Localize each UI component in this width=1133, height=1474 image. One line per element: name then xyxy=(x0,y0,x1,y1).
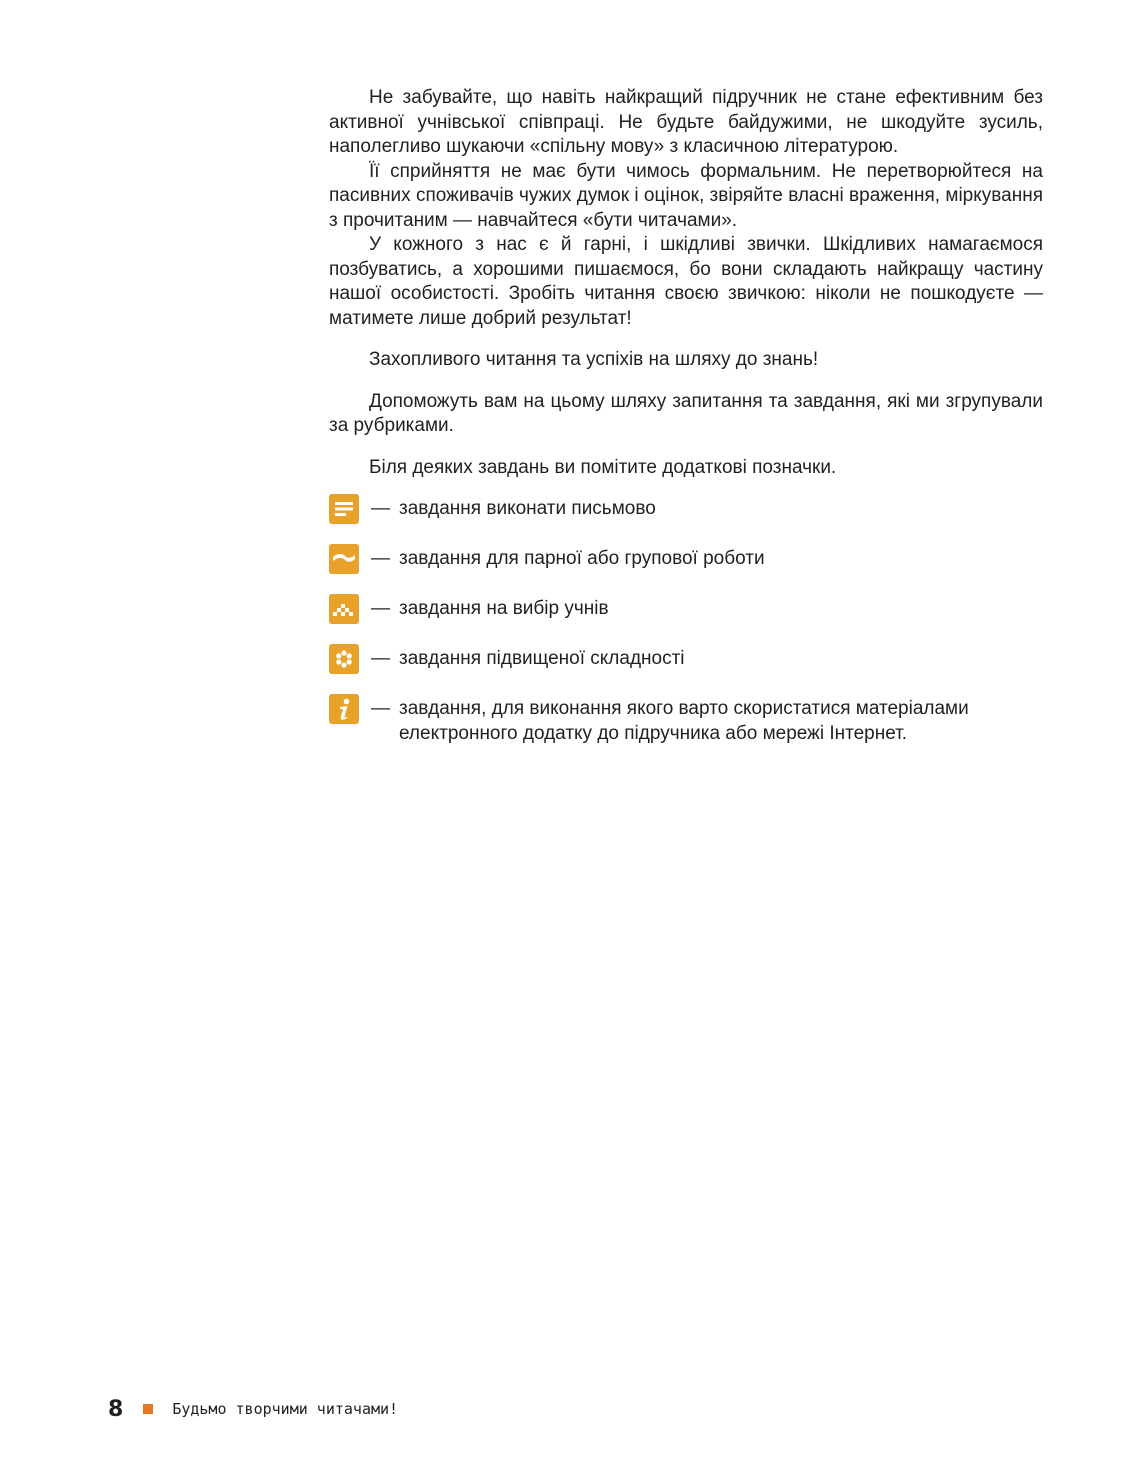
paragraph-2: Її сприйняття не має бути чимось формальним. Не перетворюйтеся на пасивних споживачів чужих думок і оцінок, звіряйте власні враження, міркування з прочитаним — навчайтеся «бути читачами». xyxy=(329,160,1043,231)
running-title: Будьмо творчими читачами! xyxy=(172,1400,399,1418)
legend-item xyxy=(329,697,1043,746)
legend-item-label: завдання для парної або групової роботи xyxy=(399,548,765,569)
legend-item xyxy=(329,547,1043,597)
legend-dash: — xyxy=(371,548,390,569)
icon-legend xyxy=(329,497,1043,746)
page-number: 8 xyxy=(108,1396,124,1422)
legend-item xyxy=(329,597,1043,647)
pair-group-icon xyxy=(329,544,359,574)
asterisk-icon xyxy=(329,644,359,674)
legend-dash: — xyxy=(371,698,390,719)
legend-dash: — xyxy=(371,498,390,519)
legend-dash: — xyxy=(371,648,390,669)
legend-item xyxy=(329,647,1043,697)
page-footer xyxy=(108,1395,398,1423)
footer-square-marker xyxy=(143,1404,153,1414)
legend-item-label: завдання виконати письмово xyxy=(399,498,656,519)
paragraph-1: Не забувайте, що навіть найкращий підручник не стане ефективним без активної учнівської співпраці. Не будьте байдужими, не шкодуйте зусиль, наполегливо шукаючи «спільну мову» з класичною літературою. xyxy=(329,87,1043,157)
legend-item xyxy=(329,497,1043,547)
legend-item-label: завдання, для виконання якого варто скористатися матеріалами електронного додатку до підручника або мережі Інтернет. xyxy=(399,698,969,744)
legend-item-label: завдання підвищеної складності xyxy=(399,648,685,669)
paragraph-6: Біля деяких завдань ви помітите додаткові позначки. xyxy=(369,456,837,478)
paragraph-5: Допоможуть вам на цьому шляху запитання та завдання, які ми згрупували за рубриками. xyxy=(329,390,1043,436)
paragraph-4: Захопливого читання та успіхів на шляху до знань! xyxy=(369,349,819,370)
legend-dash: — xyxy=(371,598,390,619)
legend-item-label: завдання на вибір учнів xyxy=(399,598,609,619)
paragraph-3: У кожного з нас є й гарні, і шкідливі звички. Шкідливих намагаємося позбуватись, а хорошими пишаємося, бо вони складають найкращу частину нашої особистості. Зробіть читання своєю звичкою: ніколи не пошкодуєте — матимете лише добрий результат! xyxy=(329,234,1043,329)
student-choice-icon xyxy=(329,594,359,624)
writing-lines-icon xyxy=(329,494,359,524)
info-icon xyxy=(329,694,359,724)
main-content xyxy=(329,86,1043,746)
